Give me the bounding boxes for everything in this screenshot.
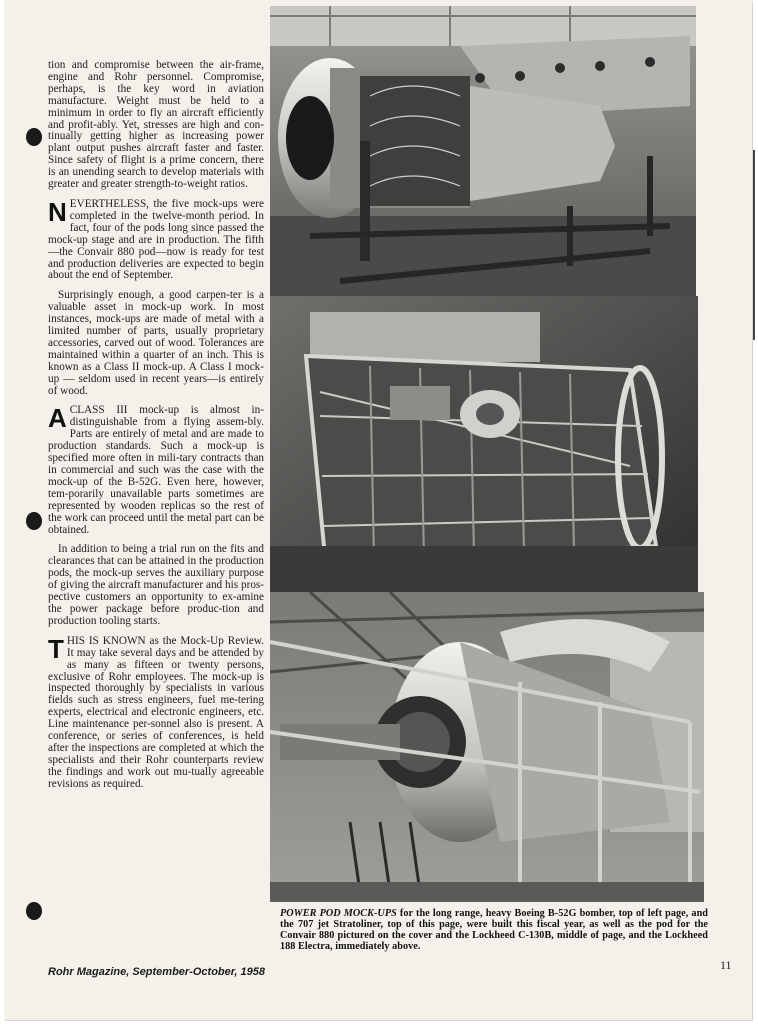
punch-hole <box>26 128 42 146</box>
article-paragraph: ACLASS III mock-up is almost in-distinguishable from a flying assem-bly. Parts are entirely of metal and are made to production standards. Such a mock-up is specified more often in mili-tary contracts than in commercial and such was the case with the mock-up of the B-52G. Even here, however, tem-porarily unavailable parts sometimes are represented by wooden replicas so the rest of the work can proceed until the metal part can be obtained. <box>48 403 264 536</box>
caption-lead: POWER POD MOCK-UPS <box>280 908 397 919</box>
photo-caption <box>280 908 708 952</box>
punch-hole <box>26 512 42 530</box>
drop-cap: T <box>48 633 64 664</box>
drop-cap: N <box>48 196 67 227</box>
article-paragraph: NEVERTHELESS, the five mock-ups were completed in the twelve-month period. In fact, four of the pods long since passed the mock-up stage and are in production. The fifth —the Convair 880 pod—now is ready for test and production deliveries are expected to begin about the end of September. <box>48 196 264 282</box>
article-paragraph: Surprisingly enough, a good carpen-ter is a valuable asset in mock-up work. In most instances, mock-ups are made of metal with a limited number of parts, usually proprietary accessories, carved out of wood. Tolerances are maintained within a quarter of an inch. This is known as a Class II mock-up. A Class I mock-up — seldom used in recent years—is entirely of wood. <box>48 289 264 397</box>
page-edge-mark <box>753 150 755 340</box>
caption-text: for the long range, heavy Boeing B-52G bomber, top of left page, and the 707 jet Stratoliner, top of this page, were built this fiscal year, as well as the pod for the Convair 880 pictured on the cover and the Lockheed C-130B, middle of page, and the Lockheed 188 Electra, immediately above. <box>280 908 708 952</box>
page-footer: Rohr Magazine, September-October, 1958 <box>48 966 266 978</box>
article-column <box>48 60 264 799</box>
page-number: 11 <box>720 958 732 972</box>
photo-electra-pod-mockup <box>270 592 704 902</box>
article-paragraph: tion and compromise between the air-frame, engine and Rohr personnel. Compromise, perhaps, is the key word in aviation manufacture. Weight must be held to a minimum in order to fly an aircraft efficiently and profit-ably. Yet, stresses are high and con-tinually getting higher as increasing power plant output pushes aircraft faster and faster. Since safety of flight is a prime concern, there is an unending search to develop materials with greater and greater strength-to-weight ratios. <box>48 59 264 191</box>
punch-hole <box>26 902 42 920</box>
article-paragraph: In addition to being a trial run on the fits and clearances that can be attained in the production pods, the mock-up serves the auxiliary purpose of giving the aircraft manufacturer and his pros-pective customers an opportunity to ex-amine the power package before produc-tion and production tooling starts. <box>48 543 264 627</box>
article-paragraph: THIS IS KNOWN as the Mock-Up Review. It may take several days and be attended by as many as fifteen or twenty persons, exclusive of Rohr employees. The mock-up is inspected thoroughly by specialists in various fields such as stress engineers, fuel me-tering experts, electrical and electronic engineers, etc. Line maintenance per-sonnel also is present. A conference, or series of conferences, is held after the inspections are completed at which the specialists and their Rohr counterparts review the findings and work out mu-tually agreeable revisions as required. <box>48 633 264 790</box>
photo-707-pod-mockup <box>270 6 696 296</box>
drop-cap: A <box>48 403 67 434</box>
photo-c130b-pod-mockup <box>270 296 698 592</box>
